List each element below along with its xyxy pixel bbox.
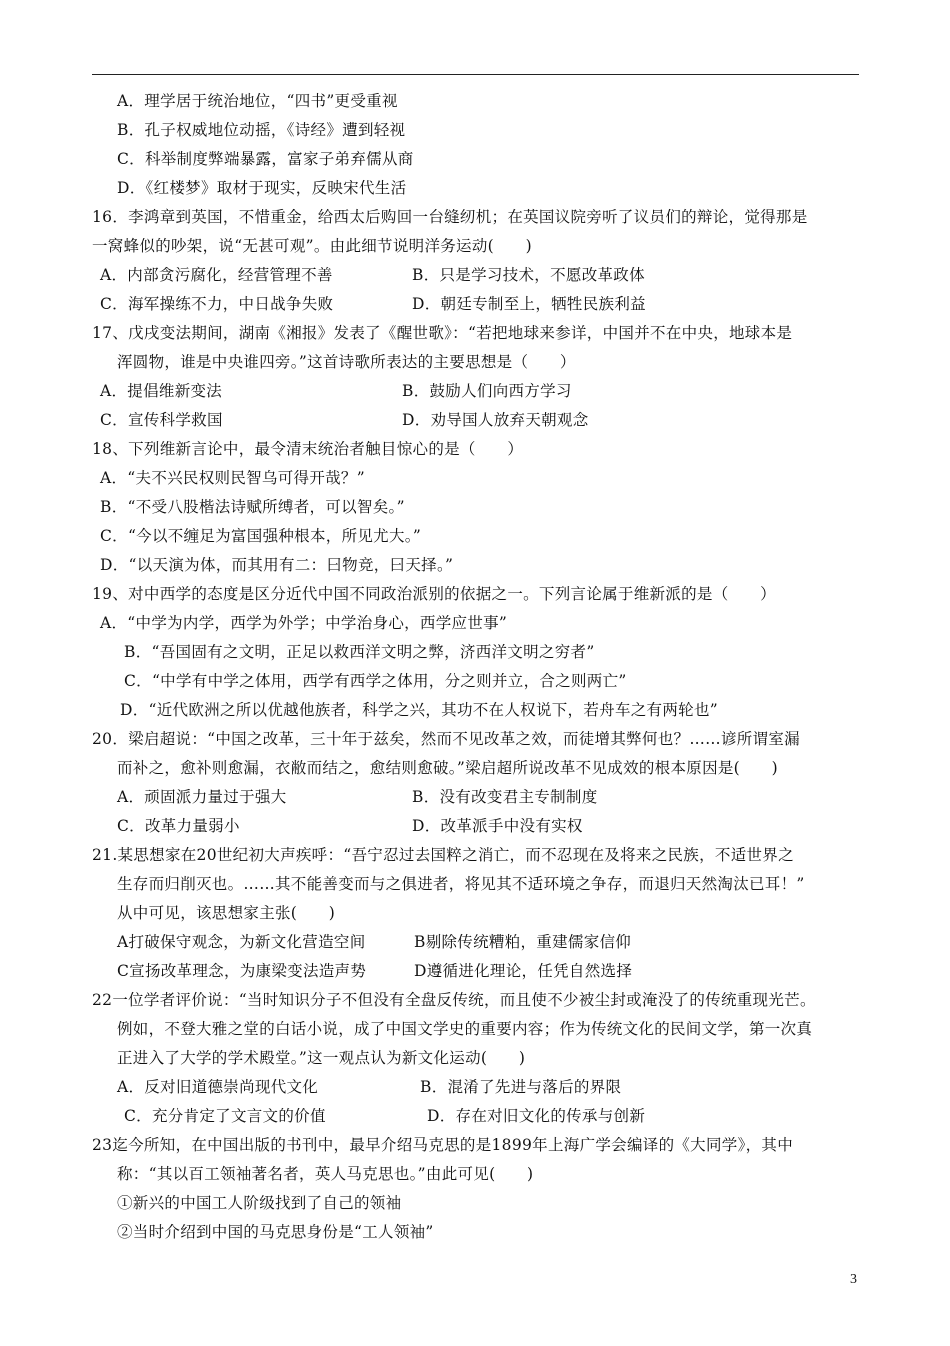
question-23-stem-cont: 称：“其以百工领袖著名者，英人马克思也。”由此可见( ) <box>117 1165 534 1183</box>
option-line: B．鼓励人们向西方学习 <box>402 382 572 400</box>
option-line: A．内部贪污腐化，经营管理不善 <box>100 266 333 284</box>
option-line: A．顽固派力量过于强大 <box>117 788 287 806</box>
option-line: C．“今以不缠足为富国强种根本，所见尤大。” <box>100 527 422 545</box>
question-21-stem-cont: 生存而归削灭也。……其不能善变而与之俱进者，将见其不适环境之争存，而退归天然淘汰已耳！” <box>117 875 805 893</box>
option-line: C．“中学有中学之体用，西学有西学之体用，分之则并立，合之则两亡” <box>124 672 627 690</box>
question-20-stem-cont: 而补之，愈补则愈漏，衣敝而结之，愈结则愈破。”梁启超所说改革不见成效的根本原因是( ) <box>117 759 778 777</box>
question-21-stem-cont: 从中可见，该思想家主张( ) <box>117 904 336 922</box>
option-line: A．反对旧道德崇尚现代文化 <box>117 1078 319 1096</box>
option-line: B．混淆了先进与落后的界限 <box>420 1078 622 1096</box>
option-line: A．理学居于统治地位，“四书”更受重视 <box>117 92 398 110</box>
option-line: B．只是学习技术，不愿改革政体 <box>412 266 645 284</box>
question-22-stem: 22一位学者评价说：“当时知识分子不但没有全盘反传统，而且使不少被尘封或淹没了的传统重现光芒。 <box>92 991 816 1009</box>
question-18-stem: 18、下列维新言论中，最令清末统治者触目惊心的是（ ） <box>92 440 524 458</box>
statement-line: ②当时介绍到中国的马克思身份是“工人领袖” <box>117 1223 434 1241</box>
option-line: C．海军操练不力，中日战争失败 <box>100 295 334 313</box>
option-line: D．朝廷专制至上，牺牲民族利益 <box>412 295 646 313</box>
statement-line: ①新兴的中国工人阶级找到了自己的领袖 <box>117 1194 402 1212</box>
option-line: C．科举制度弊端暴露，富家子弟弃儒从商 <box>117 150 414 168</box>
header-rule <box>92 74 859 75</box>
question-17-stem-cont: 浑圆物，谁是中央谁四旁。”这首诗歌所表达的主要思想是（ ） <box>117 353 576 371</box>
question-19-stem: 19、对中西学的态度是区分近代中国不同政治派别的依据之一。下列言论属于维新派的是（ ） <box>92 585 776 603</box>
option-line: D．劝导国人放弃天朝观念 <box>402 411 589 429</box>
option-line: D．存在对旧文化的传承与创新 <box>427 1107 646 1125</box>
question-16-stem: 16．李鸿章到英国，不惜重金，给西太后购回一台缝纫机；在英国议院旁听了议员们的辩论，觉得那是 <box>92 208 808 226</box>
option-line: D．“以天演为体，而其用有二：曰物竞，曰天择。” <box>100 556 454 574</box>
option-line: D遵循进化理论，任凭自然选择 <box>414 962 633 980</box>
question-23-stem: 23迄今所知，在中国出版的书刊中，最早介绍马克思的是1899年上海广学会编译的《大同学》，其中 <box>92 1136 794 1154</box>
option-line: B剔除传统糟粕，重建儒家信仰 <box>414 933 632 951</box>
option-line: C．充分肯定了文言文的价值 <box>124 1107 326 1125</box>
option-line: A．“中学为内学，西学为外学；中学治身心，西学应世事” <box>100 614 508 632</box>
option-line: D．改革派手中没有实权 <box>412 817 583 835</box>
question-16-stem-cont: 一窝蜂似的吵架，说“无甚可观”。由此细节说明洋务运动( ) <box>92 237 532 255</box>
question-20-stem: 20．梁启超说：“中国之改革，三十年于兹矣，然而不见改革之效，而徒增其弊何也？……谚所谓室漏 <box>92 730 800 748</box>
option-line: B．没有改变君主专制制度 <box>412 788 598 806</box>
option-line: A．“夫不兴民权则民智乌可得开哉？” <box>100 469 365 487</box>
option-line: B．孔子权威地位动摇，《诗经》遭到轻视 <box>117 121 406 139</box>
option-line: A．提倡维新变法 <box>100 382 223 400</box>
option-line: B．“吾国固有之文明，正足以救西洋文明之弊，济西洋文明之穷者” <box>124 643 595 661</box>
option-line: D．《红楼梦》取材于现实，反映宋代生活 <box>117 179 407 197</box>
question-22-stem-cont: 例如，不登大雅之堂的白话小说，成了中国文学史的重要内容；作为传统文化的民间文学，第一次真 <box>117 1020 813 1038</box>
option-line: C宣扬改革理念，为康梁变法造声势 <box>117 962 367 980</box>
option-line: D．“近代欧洲之所以优越他族者，科学之兴，其功不在人权说下，若舟车之有两轮也” <box>120 701 718 719</box>
option-line: A打破保守观念，为新文化营造空间 <box>117 933 366 951</box>
question-21-stem: 21.某思想家在20世纪初大声疾呼：“吾宁忍过去国粹之消亡，而不忍现在及将来之民族，不适世界之 <box>92 846 794 864</box>
question-17-stem: 17、戊戌变法期间，湖南《湘报》发表了《醒世歌》：“若把地球来参详，中国并不在中央，地球本是 <box>92 324 793 342</box>
option-line: B．“不受八股楷法诗赋所缚者，可以智矣。” <box>100 498 405 516</box>
option-line: C．改革力量弱小 <box>117 817 240 835</box>
page-number: 3 <box>850 1272 858 1287</box>
option-line: C．宣传科学救国 <box>100 411 223 429</box>
question-22-stem-cont: 正进入了大学的学术殿堂。”这一观点认为新文化运动( ) <box>117 1049 526 1067</box>
